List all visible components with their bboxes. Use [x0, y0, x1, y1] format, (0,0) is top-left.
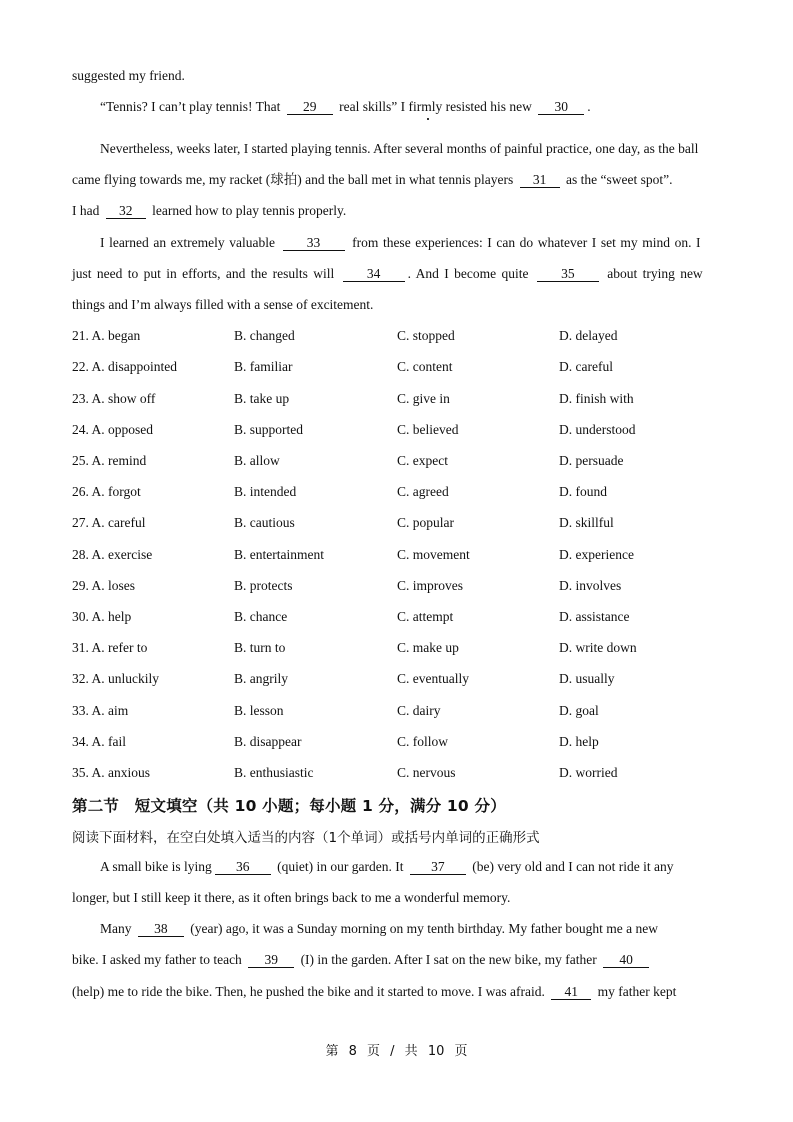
option-d[interactable]: D. delayed: [559, 328, 618, 343]
option-a[interactable]: 27. A. careful: [72, 515, 146, 530]
option-c[interactable]: C. nervous: [397, 765, 456, 780]
option-d[interactable]: D. assistance: [559, 609, 630, 624]
option-a[interactable]: 26. A. forgot: [72, 484, 141, 499]
text-segment: about trying new: [607, 266, 703, 281]
option-a[interactable]: 35. A. anxious: [72, 765, 151, 780]
text-segment: bike. I asked my father to teach: [72, 952, 242, 967]
option-c[interactable]: C. agreed: [397, 484, 449, 499]
passage-line: [72, 67, 722, 85]
option-a[interactable]: 28. A. exercise: [72, 547, 153, 562]
option-d[interactable]: D. understood: [559, 422, 636, 437]
blank-30[interactable]: 30: [538, 99, 584, 115]
blank-29[interactable]: 29: [287, 99, 333, 115]
text-segment: learned how to play tennis properly.: [152, 203, 347, 218]
option-b[interactable]: B. disappear: [234, 734, 302, 749]
question-row: [0, 452, 793, 470]
option-d[interactable]: D. found: [559, 484, 607, 499]
question-row: [0, 764, 793, 782]
option-b[interactable]: B. lesson: [234, 703, 284, 718]
text-segment: just need to put in efforts, and the results will: [72, 266, 335, 281]
option-b[interactable]: B. changed: [234, 328, 295, 343]
option-b[interactable]: B. entertainment: [234, 547, 324, 562]
text-segment: (I) in the garden. After I sat on the new bike, my father: [300, 952, 597, 967]
passage-line: [72, 202, 722, 220]
blank-39[interactable]: 39: [248, 952, 294, 968]
option-d[interactable]: D. goal: [559, 703, 599, 718]
passage-line: [100, 234, 722, 252]
question-row: [0, 733, 793, 751]
passage-line: [72, 889, 722, 907]
question-row: [0, 577, 793, 595]
text-segment: Many: [100, 921, 132, 936]
text-segment: things and I’m always filled with a sense of excitement.: [72, 297, 374, 312]
option-c[interactable]: C. make up: [397, 640, 459, 655]
option-a[interactable]: 29. A. loses: [72, 578, 136, 593]
text-segment: my father kept: [597, 984, 677, 999]
passage-line: [72, 983, 722, 1001]
option-b[interactable]: B. enthusiastic: [234, 765, 314, 780]
text-segment: (year) ago, it was a Sunday morning on my tenth birthday. My father bought me a new: [190, 921, 659, 936]
blank-33[interactable]: 33: [283, 235, 345, 251]
passage-line: [100, 920, 722, 938]
blank-38[interactable]: 38: [138, 921, 184, 937]
passage-line: [100, 140, 722, 158]
option-a[interactable]: 22. A. disappointed: [72, 359, 178, 374]
option-a[interactable]: 30. A. help: [72, 609, 132, 624]
option-d[interactable]: D. usually: [559, 671, 615, 686]
blank-37[interactable]: 37: [410, 859, 466, 875]
blank-34[interactable]: 34: [343, 266, 405, 282]
option-c[interactable]: C. expect: [397, 453, 448, 468]
question-row: [0, 608, 793, 626]
stray-dot: [427, 118, 429, 120]
blank-36[interactable]: 36: [215, 859, 271, 875]
option-c[interactable]: C. believed: [397, 422, 459, 437]
option-d[interactable]: D. write down: [559, 640, 637, 655]
text-segment: .: [587, 99, 591, 114]
option-a[interactable]: 23. A. show off: [72, 391, 156, 406]
option-d[interactable]: D. experience: [559, 547, 634, 562]
option-a[interactable]: 24. A. opposed: [72, 422, 154, 437]
option-c[interactable]: C. movement: [397, 547, 470, 562]
text-segment: (help) me to ride the bike. Then, he pushed the bike and it started to move. I was afraid.: [72, 984, 545, 999]
option-a[interactable]: 32. A. unluckily: [72, 671, 160, 686]
text-segment: suggested my friend.: [72, 68, 185, 83]
option-b[interactable]: B. supported: [234, 422, 303, 437]
option-c[interactable]: C. follow: [397, 734, 449, 749]
option-c[interactable]: C. popular: [397, 515, 454, 530]
question-row: [0, 358, 793, 376]
option-b[interactable]: B. take up: [234, 391, 290, 406]
question-row: [0, 421, 793, 439]
blank-40[interactable]: 40: [603, 952, 649, 968]
question-row: [0, 670, 793, 688]
question-row: [0, 483, 793, 501]
passage-line: [72, 265, 722, 283]
question-row: [0, 514, 793, 532]
option-d[interactable]: D. careful: [559, 359, 613, 374]
option-b[interactable]: B. allow: [234, 453, 280, 468]
option-a[interactable]: 25. A. remind: [72, 453, 147, 468]
option-b[interactable]: B. familiar: [234, 359, 293, 374]
text-segment: as the “sweet spot”.: [566, 172, 673, 187]
option-b[interactable]: B. cautious: [234, 515, 295, 530]
text-segment: “Tennis? I can’t play tennis! That: [100, 99, 281, 114]
passage-line: [72, 296, 722, 314]
text-segment: longer, but I still keep it there, as it often brings back to me a wonderful memory.: [72, 890, 511, 905]
option-a[interactable]: 21. A. began: [72, 328, 141, 343]
option-a[interactable]: 34. A. fail: [72, 734, 127, 749]
option-c[interactable]: C. stopped: [397, 328, 455, 343]
option-b[interactable]: B. chance: [234, 609, 288, 624]
option-d[interactable]: D. skillful: [559, 515, 614, 530]
text-segment: from these experiences: I can do whatever I set my mind on. I: [352, 235, 701, 250]
question-row: [0, 546, 793, 564]
blank-35[interactable]: 35: [537, 266, 599, 282]
text-segment: (quiet) in our garden. It: [277, 859, 404, 874]
passage-line: [72, 951, 722, 969]
option-c[interactable]: C. eventually: [397, 671, 469, 686]
blank-32[interactable]: 32: [106, 203, 146, 219]
option-c[interactable]: C. give in: [397, 391, 450, 406]
question-row: [0, 639, 793, 657]
passage-line: [100, 858, 722, 876]
blank-41[interactable]: 41: [551, 984, 591, 1000]
option-a[interactable]: 33. A. aim: [72, 703, 129, 718]
text-segment: . And I become quite: [407, 266, 529, 281]
question-row: [0, 390, 793, 408]
text-segment: A small bike is lying: [100, 859, 212, 874]
option-c[interactable]: C. content: [397, 359, 453, 374]
text-segment: I had: [72, 203, 100, 218]
blank-31[interactable]: 31: [520, 172, 560, 188]
option-c[interactable]: C. improves: [397, 578, 463, 593]
question-row: [0, 327, 793, 345]
option-d[interactable]: D. help: [559, 734, 599, 749]
passage-line: [72, 171, 722, 189]
text-segment: (be) very old and I can not ride it any: [472, 859, 674, 874]
option-d[interactable]: D. worried: [559, 765, 618, 780]
passage-line: [100, 98, 722, 116]
option-b[interactable]: B. protects: [234, 578, 293, 593]
option-d[interactable]: D. finish with: [559, 391, 634, 406]
option-d[interactable]: D. persuade: [559, 453, 624, 468]
section-heading: 第二节 短文填空（共 10 小题；每小题 1 分，满分 10 分）: [72, 797, 506, 815]
option-b[interactable]: B. turn to: [234, 640, 286, 655]
text-segment: I learned an extremely valuable: [100, 235, 275, 250]
option-d[interactable]: D. involves: [559, 578, 622, 593]
option-b[interactable]: B. intended: [234, 484, 297, 499]
page-number-footer: 第 8 页 / 共 10 页: [325, 1044, 468, 1059]
section-instruction: 阅读下面材料，在空白处填入适当的内容（1个单词）或括号内单词的正确形式: [72, 830, 540, 846]
text-segment: came flying towards me, my racket (球拍) and the ball met in what tennis players: [72, 172, 514, 187]
text-segment: real skills” I firmly resisted his new: [339, 99, 532, 114]
option-a[interactable]: 31. A. refer to: [72, 640, 148, 655]
option-c[interactable]: C. dairy: [397, 703, 441, 718]
option-c[interactable]: C. attempt: [397, 609, 454, 624]
text-segment: Nevertheless, weeks later, I started playing tennis. After several months of painful practice, one day, as the ball: [100, 141, 699, 156]
question-row: [0, 702, 793, 720]
option-b[interactable]: B. angrily: [234, 671, 288, 686]
